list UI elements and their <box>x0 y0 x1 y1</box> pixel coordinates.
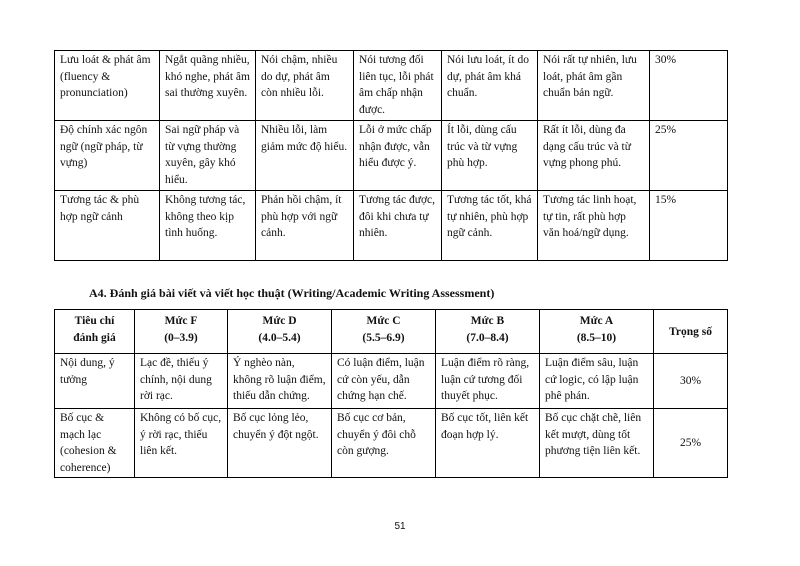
criterion-cell: Lưu loát & phát âm (fluency & pronunciation) <box>55 51 160 121</box>
header-sub: (0–3.9) <box>164 331 198 344</box>
level-b-cell: Nói lưu loát, ít do dự, phát âm khá chuẩn. <box>442 51 538 121</box>
level-a-cell: Luận điểm sâu, luận cứ logic, có lập luận phê phán. <box>540 354 654 409</box>
level-c-cell: Lỗi ở mức chấp nhận được, vẫn hiểu được ý. <box>354 121 442 191</box>
criteria-header <box>55 310 135 354</box>
header-title: Tiêu chí <box>74 315 115 327</box>
level-d-cell: Nói chậm, nhiều do dự, phát âm còn nhiều lỗi. <box>256 51 354 121</box>
level-d-cell: Bố cục lỏng lẻo, chuyển ý đột ngột. <box>228 409 332 478</box>
weight-cell: 15% <box>650 191 728 261</box>
header-title: Mức C <box>366 315 401 327</box>
level-d-cell: Nhiều lỗi, làm giảm mức độ hiểu. <box>256 121 354 191</box>
level-a-cell: Tương tác linh hoạt, tự tin, rất phù hợp văn hoá/ngữ dụng. <box>538 191 650 261</box>
level-c-header <box>332 310 436 354</box>
level-f-cell: Không tương tác, không theo kịp tình huống. <box>160 191 256 261</box>
level-c-cell: Có luận điểm, luận cứ còn yếu, dẫn chứng hạn chế. <box>332 354 436 409</box>
level-b-header <box>436 310 540 354</box>
level-f-cell: Sai ngữ pháp và từ vựng thường xuyên, gây khó hiểu. <box>160 121 256 191</box>
header-title: Mức D <box>262 315 297 327</box>
level-c-cell: Tương tác được, đôi khi chưa tự nhiên. <box>354 191 442 261</box>
level-f-cell: Không có bố cục, ý rời rạc, thiếu liên kết. <box>135 409 228 478</box>
weight-cell: 30% <box>650 51 728 121</box>
level-f-cell: Ngắt quãng nhiều, khó nghe, phát âm sai thường xuyên. <box>160 51 256 121</box>
criterion-cell: Nội dung, ý tưởng <box>55 354 135 409</box>
header-sub: (4.0–5.4) <box>258 331 301 344</box>
level-a-cell: Nói rất tự nhiên, lưu loát, phát âm gần chuẩn bản ngữ. <box>538 51 650 121</box>
level-a-cell: Rất ít lỗi, dùng đa dạng cấu trúc và từ vựng phong phú. <box>538 121 650 191</box>
level-b-cell: Tương tác tốt, khá tự nhiên, phù hợp ngữ cảnh. <box>442 191 538 261</box>
table-row <box>55 409 728 478</box>
section-heading: A4. Đánh giá bài viết và viết học thuật (Writing/Academic Writing Assessment) <box>89 286 495 300</box>
level-c-cell: Bố cục cơ bản, chuyển ý đôi chỗ còn gượng. <box>332 409 436 478</box>
writing-rubric-table <box>54 309 728 478</box>
level-d-cell: Phản hồi chậm, ít phù hợp với ngữ cảnh. <box>256 191 354 261</box>
weight-cell: 25% <box>650 121 728 191</box>
header-sub: (5.5–6.9) <box>362 331 405 344</box>
level-c-cell: Nói tương đối liên tục, lỗi phát âm chấp nhận được. <box>354 51 442 121</box>
table-row <box>55 354 728 409</box>
table-row <box>55 51 728 121</box>
weight-cell: 30% <box>654 354 728 409</box>
header-title: Mức A <box>579 315 614 327</box>
level-a-header <box>540 310 654 354</box>
speaking-rubric-table <box>54 50 728 261</box>
level-d-header <box>228 310 332 354</box>
header-title: Mức F <box>164 315 198 327</box>
level-a-cell: Bố cục chặt chẽ, liên kết mượt, dùng tốt phương tiện liên kết. <box>540 409 654 478</box>
criterion-cell: Độ chính xác ngôn ngữ (ngữ pháp, từ vựng) <box>55 121 160 191</box>
header-row <box>55 310 728 354</box>
criterion-cell: Tương tác & phù hợp ngữ cảnh <box>55 191 160 261</box>
table-row <box>55 191 728 261</box>
table-row <box>55 121 728 191</box>
weight-header: Trọng số <box>654 310 728 354</box>
header-title: Mức B <box>470 315 505 327</box>
level-b-cell: Ít lỗi, dùng cấu trúc và từ vựng phù hợp. <box>442 121 538 191</box>
level-b-cell: Bố cục tốt, liên kết đoạn hợp lý. <box>436 409 540 478</box>
level-b-cell: Luận điểm rõ ràng, luận cứ tương đối thuyết phục. <box>436 354 540 409</box>
header-sub: đánh giá <box>73 331 116 344</box>
criterion-cell: Bố cục & mạch lạc (cohesion & coherence) <box>55 409 135 478</box>
level-f-cell: Lạc đề, thiếu ý chính, nội dung rời rạc. <box>135 354 228 409</box>
header-sub: (8.5–10) <box>576 331 617 344</box>
header-sub: (7.0–8.4) <box>466 331 509 344</box>
level-d-cell: Ý nghèo nàn, không rõ luận điểm, thiếu dẫn chứng. <box>228 354 332 409</box>
weight-cell: 25% <box>654 409 728 478</box>
level-f-header <box>135 310 228 354</box>
page-number: 51 <box>394 521 406 532</box>
